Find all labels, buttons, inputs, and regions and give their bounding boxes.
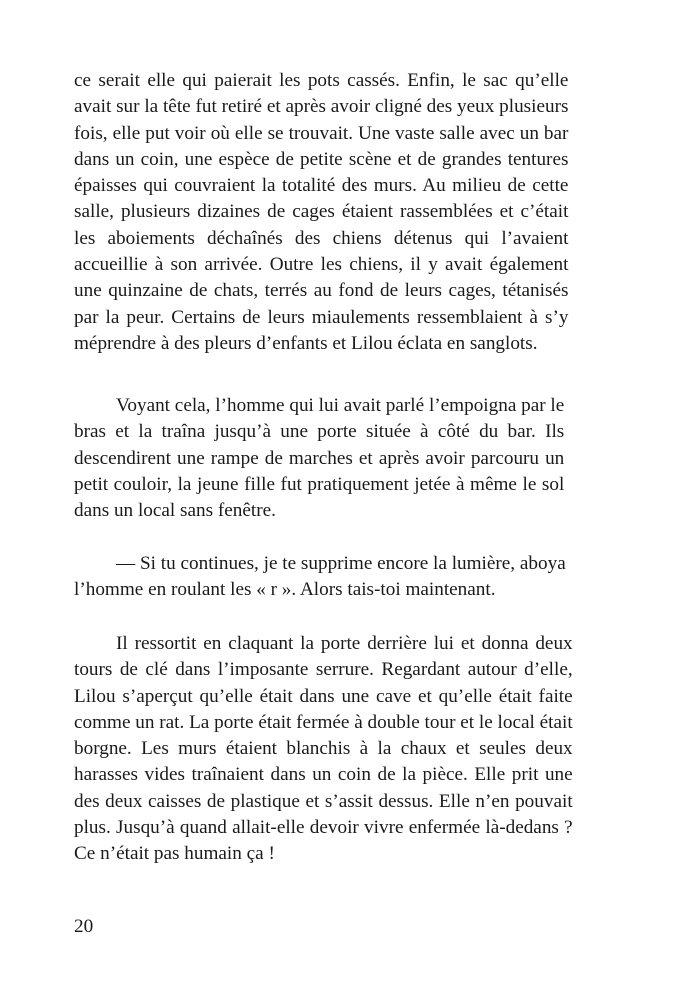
text-line: descendirent une rampe de marches et après avoir parcouru un — [74, 447, 565, 469]
text-line: épaisses qui couvraient la totalité des murs. Au milieu de cette — [74, 175, 569, 197]
text-line: dans un local sans fenêtre. — [74, 500, 276, 522]
text-line: petit couloir, la jeune fille fut pratiquement jetée à même le sol — [74, 473, 565, 495]
text-line: harasses vides traînaient dans un coin de la pièce. Elle prit une — [74, 764, 573, 786]
text-line: Ce n’était pas humain ça ! — [74, 843, 275, 865]
paragraph-2 — [74, 393, 564, 524]
text-line: comme un rat. La porte était fermée à double tour et le local était — [74, 711, 573, 733]
text-line: — Si tu continues, je te supprime encore la lumière, aboya — [116, 553, 566, 574]
text-line: bras et la traîna jusqu’à une porte située à côté du bar. Ils — [74, 421, 565, 443]
text-line: les aboiements déchaînés des chiens détenus qui l’avaient — [74, 227, 569, 249]
text-line: Voyant cela, l’homme qui lui avait parlé l’empoigna par le — [116, 395, 565, 416]
text-line: méprendre à des pleurs d’enfants et Lilou éclata en sanglots. — [74, 332, 538, 354]
text-line: fois, elle put voir où elle se trouvait. Une vaste salle avec un bar — [74, 122, 569, 144]
text-line: dans un coin, une espèce de petite scène et de grandes tentures — [74, 148, 569, 170]
text-line: borgne. Les murs étaient blanchis à la chaux et seules deux — [74, 738, 573, 760]
text-line: une quinzaine de chats, terrés au fond de leurs cages, tétanisés — [74, 280, 569, 302]
text-line: tours de clé dans l’imposante serrure. Regardant autour d’elle, — [74, 659, 573, 681]
text-line: accueillie à son arrivée. Outre les chiens, il y avait également — [74, 254, 569, 276]
text-line: des deux caisses de plastique et s’assit dessus. Elle n’en pouvait — [74, 790, 573, 812]
text-line: salle, plusieurs dizaines de cages étaient rassemblées et c’était — [74, 201, 569, 223]
text-line: l’homme en roulant les « r ». Alors tais-toi maintenant. — [74, 579, 496, 601]
text-line: Il ressortit en claquant la porte derrière lui et donna deux — [116, 633, 573, 654]
paragraph-1 — [74, 68, 568, 357]
paragraph-4 — [74, 631, 573, 868]
text-line: Lilou s’aperçut qu’elle était dans une cave et qu’elle était faite — [74, 685, 573, 707]
text-line: ce serait elle qui paierait les pots cassés. Enfin, le sac qu’elle — [74, 70, 569, 91]
text-line: avait sur la tête fut retiré et après avoir cligné des yeux plusieurs — [74, 96, 569, 118]
text-line: plus. Jusqu’à quand allait-elle devoir vivre enfermée là-dedans ? — [74, 817, 573, 839]
text-line: par la peur. Certains de leurs miaulements ressemblaient à s’y — [74, 306, 569, 328]
page-number: 20 — [74, 916, 94, 937]
paragraph-3-dialogue — [74, 551, 566, 604]
